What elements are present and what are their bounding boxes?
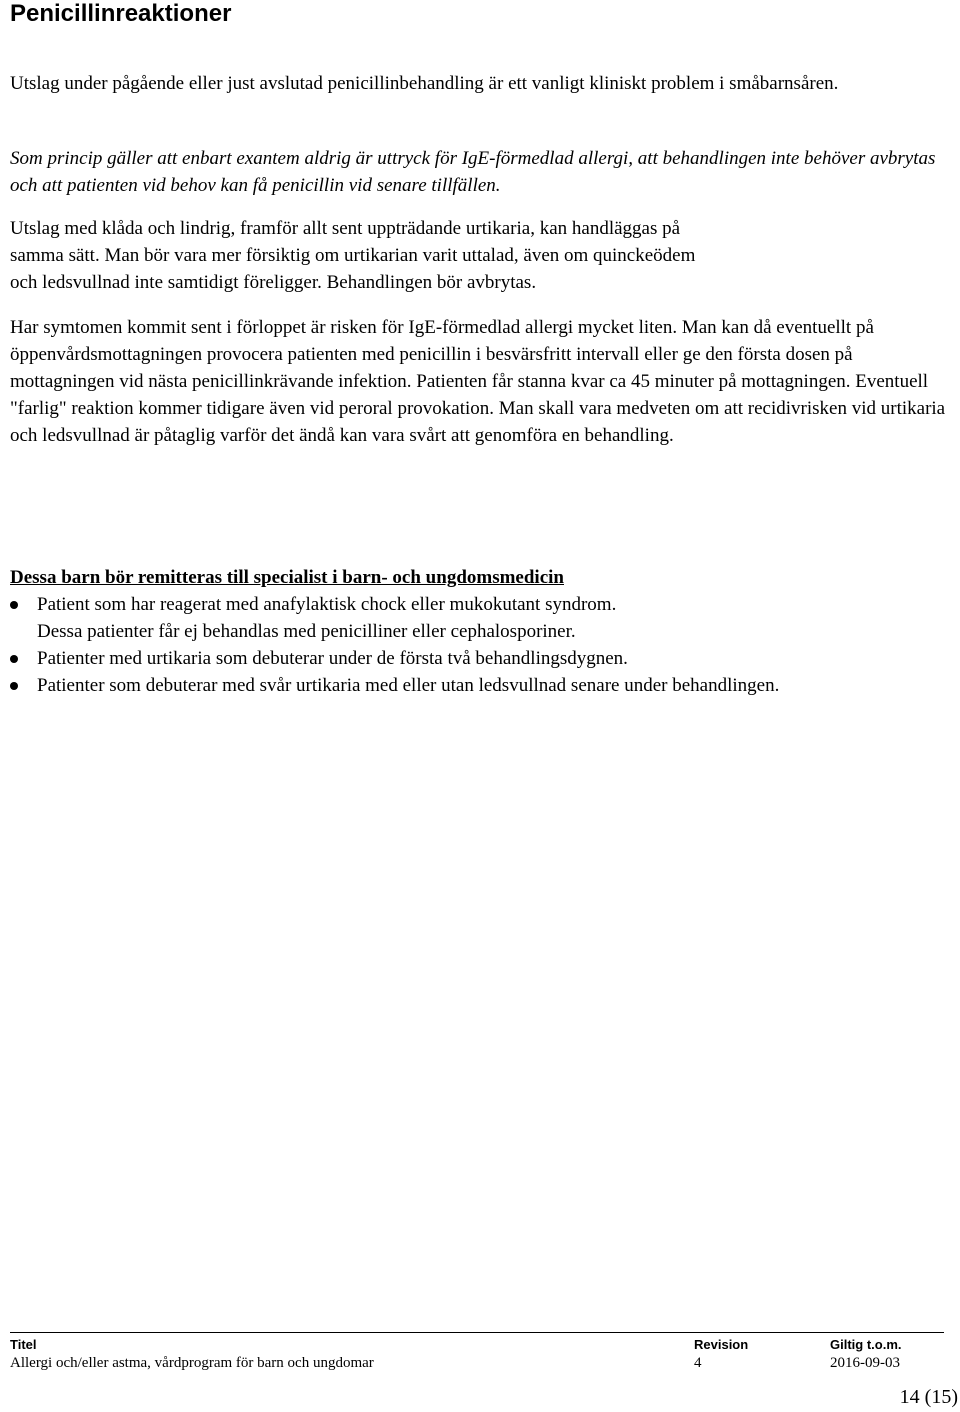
list-item-text: Patient som har reagerat med anafylaktisk chock eller mukokutant syndrom. Dessa patienter får ej behandlas med penicilliner eller cephalosporiner. — [37, 594, 617, 642]
page-number: 14 (15) — [899, 1386, 958, 1408]
list-item-text: Patienter som debuterar med svår urtikaria med eller utan ledsvullnad senare under behandlingen. — [37, 675, 780, 696]
paragraph-itching-rash: Utslag med klåda och lindrig, framför allt sent uppträdande urtikaria, kan handläggas på samma sätt. Man bör vara mer försiktig om urtikarian varit uttalad, även om quinckeödem och ledsvullnad inte samtidigt föreligger. Behandlingen bör avbrytas. — [10, 218, 696, 293]
footer-revision-value: 4 — [694, 1355, 702, 1371]
footer-revision-label: Revision — [694, 1337, 749, 1352]
referral-list — [10, 591, 950, 699]
footer-valid-label: Giltig t.o.m. — [830, 1337, 902, 1352]
paragraph-late-symptoms: Har symtomen kommit sent i förloppet är risken för IgE-förmedlad allergi mycket liten. Man kan då eventuellt på öppenvårdsmottagningen provocera patienten med penicillin i besvärsfritt intervall eller ge den första dosen på mottagningen vid nästa penicillinkrävande infektion. Patienten får stanna kvar ca 45 minuter på mottagningen. Eventuell "farlig" reaktion kommer tidigare även vid peroral provokation. Man skall vara medveten om att recidivrisken vid urtikaria och ledsvullnad är påtaglig varför det ändå kan vara svårt att genomföra en behandling. — [10, 317, 946, 446]
referral-heading: Dessa barn bör remitteras till specialist i barn- och ungdomsmedicin — [10, 567, 564, 588]
list-item — [10, 645, 950, 672]
paragraph-intro: Utslag under pågående eller just avslutad penicillinbehandling är ett vanligt kliniskt problem i småbarnsåren. — [10, 73, 839, 94]
bullet-icon — [10, 682, 18, 690]
footer-title-value: Allergi och/eller astma, vårdprogram för barn och ungdomar — [10, 1355, 374, 1371]
footer-title-label: Titel — [10, 1337, 37, 1352]
bullet-icon — [10, 655, 18, 663]
list-item — [10, 591, 657, 645]
list-item-text: Patienter med urtikaria som debuterar under de första två behandlingsdygnen. — [37, 648, 628, 669]
page-title: Penicillinreaktioner — [10, 0, 232, 27]
list-item — [10, 672, 950, 699]
paragraph-principle: Som princip gäller att enbart exantem aldrig är uttryck för IgE-förmedlad allergi, att behandlingen inte behöver avbrytas och att patienten vid behov kan få penicillin vid senare tillfällen. — [10, 148, 936, 196]
bullet-icon — [10, 601, 18, 609]
footer-divider — [10, 1332, 944, 1333]
footer-valid-value: 2016-09-03 — [830, 1355, 900, 1371]
